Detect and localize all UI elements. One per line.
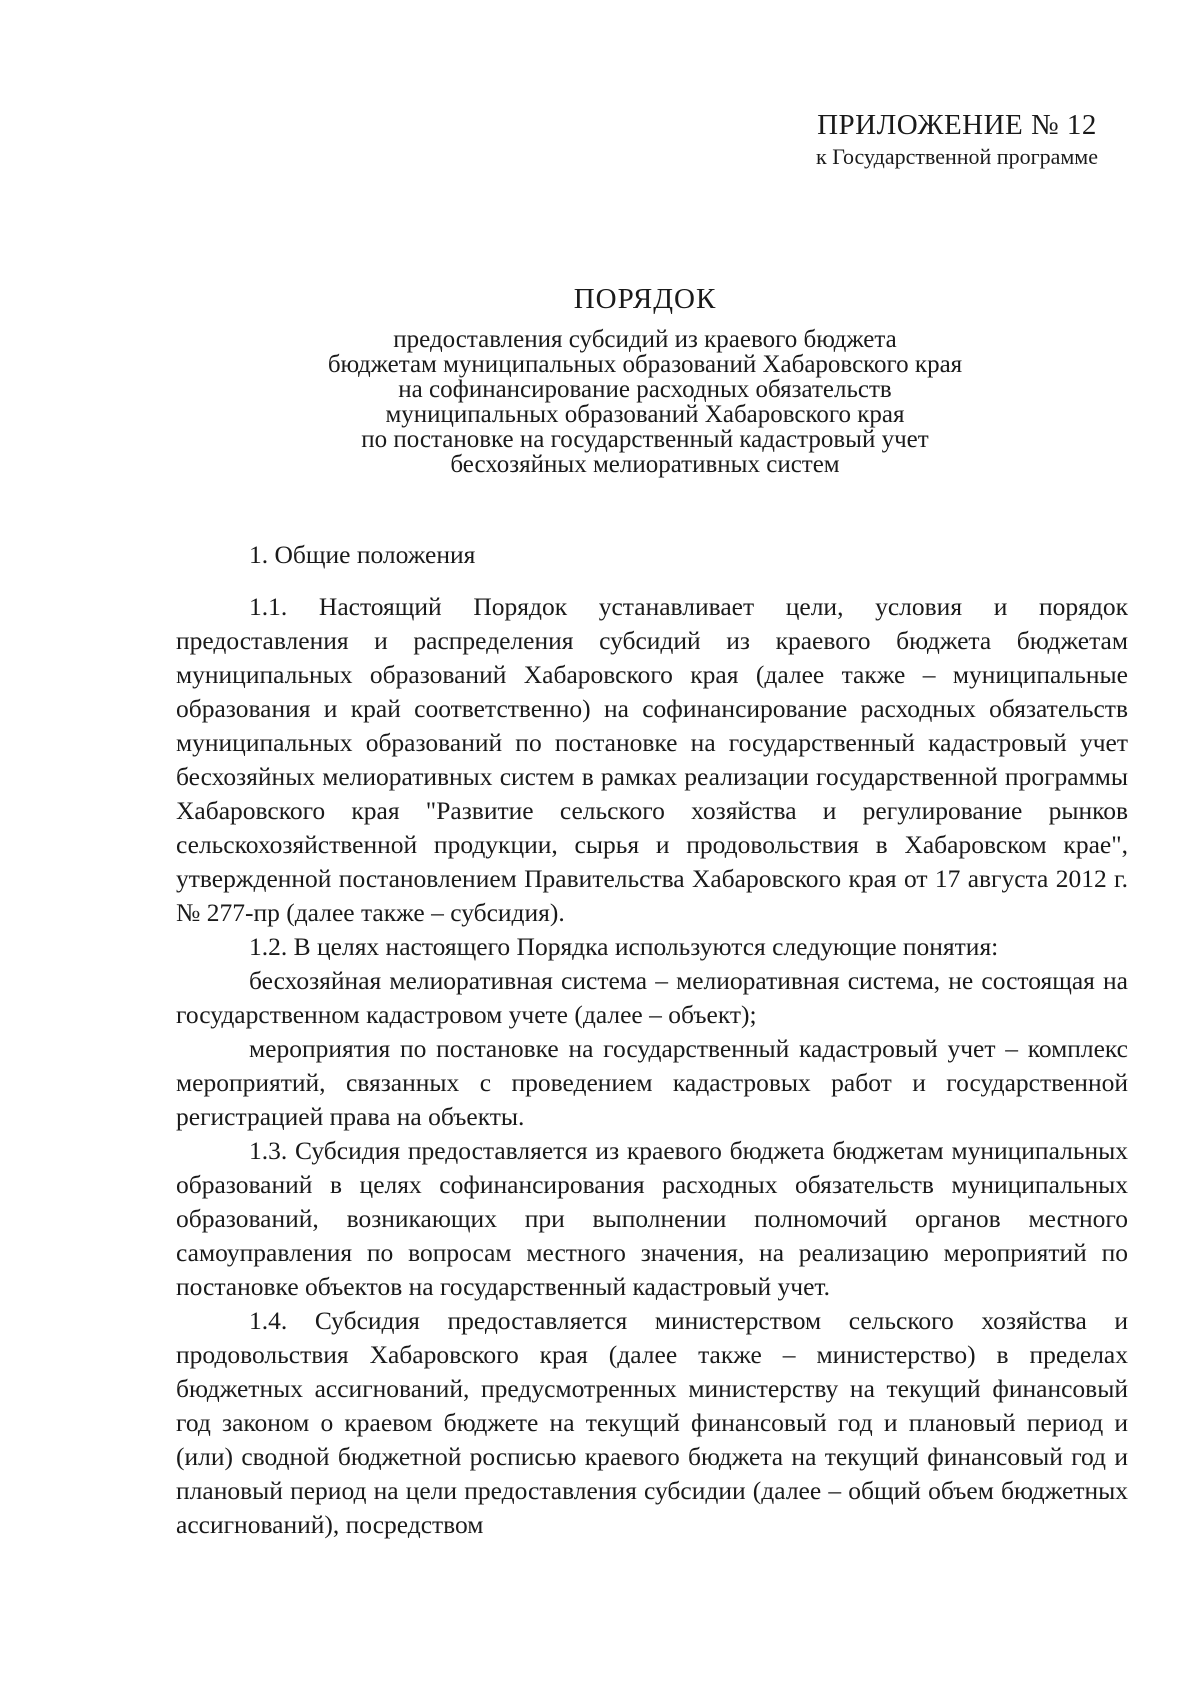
appendix-title: ПРИЛОЖЕНИЕ № 12 xyxy=(817,109,1097,141)
paragraph: 1.3. Субсидия предоставляется из краевого бюджета бюджетам муниципальных образований в целях софинансирования расходных обязательств муниципальных образований, возникающих при выполнении полномочий органов местного самоуправления по вопросам местного значения, на реализацию мероприятий по постановке объектов на государственный кадастровый учет. xyxy=(176,1136,1128,1301)
paragraph: мероприятия по постановке на государственный кадастровый учет – комплекс мероприятий, связанных с проведением кадастровых работ и государственной регистрацией права на объекты. xyxy=(176,1034,1128,1131)
subtitle-line: муниципальных образований Хабаровского края xyxy=(385,401,905,428)
appendix-subtitle: к Государственной программе xyxy=(816,144,1098,169)
paragraph: 1.4. Субсидия предоставляется министерством сельского хозяйства и продовольствия Хабаровского края (далее также – министерство) в пределах бюджетных ассигнований, предусмотренных министерству на текущий финансовый год законом о краевом бюджете на текущий финансовый год и плановый период и (или) сводной бюджетной росписью краевого бюджета на текущий финансовый год и плановый период на цели предоставления субсидии (далее – общий объем бюджетных ассигнований), посредством xyxy=(176,1306,1128,1539)
subtitle-line: бюджетам муниципальных образований Хабаровского края xyxy=(327,351,963,378)
section-heading: 1. Общие положения xyxy=(249,540,476,569)
subtitle-line: на софинансирование расходных обязательств xyxy=(398,376,892,403)
subtitle-line: предоставления субсидий из краевого бюджета xyxy=(393,326,897,353)
document-title: ПОРЯДОК xyxy=(573,283,717,315)
appendix-header xyxy=(797,108,1117,172)
paragraph: бесхозяйная мелиоративная система – мелиоративная система, не состоящая на государственном кадастровом учете (далее – объект); xyxy=(176,966,1128,1029)
subtitle-line: по постановке на государственный кадастровый учет xyxy=(361,426,929,453)
document-subtitle xyxy=(170,327,1120,477)
paragraph: 1.1. Настоящий Порядок устанавливает цели, условия и порядок предоставления и распределения субсидий из краевого бюджета бюджетам муниципальных образований Хабаровского края (далее также – муниципальные образования и край соответственно) на софинансирование расходных обязательств муниципальных образований по постановке на государственный кадастровый учет бесхозяйных мелиоративных систем в рамках реализации государственной программы Хабаровского края "Развитие сельского хозяйства и регулирование рынков сельскохозяйственной продукции, сырья и продовольствия в Хабаровском крае", утвержденной постановлением Правительства Хабаровского края от 17 августа 2012 г. № 277-пр (далее также – субсидия). xyxy=(176,592,1128,927)
subtitle-line: бесхозяйных мелиоративных систем xyxy=(450,451,840,478)
document-body xyxy=(176,538,1128,1542)
paragraph: 1.2. В целях настоящего Порядка используются следующие понятия: xyxy=(249,932,999,961)
